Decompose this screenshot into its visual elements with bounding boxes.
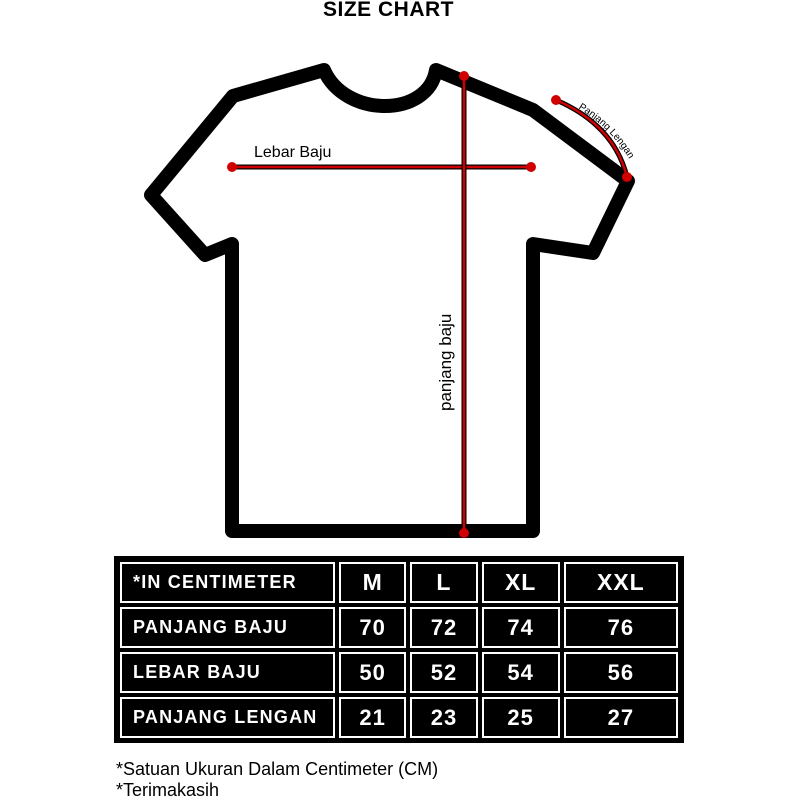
lebar-baju-label: Lebar Baju [254, 144, 332, 161]
tshirt-outline [151, 70, 628, 531]
panjang-baju-label: panjang baju [436, 313, 455, 411]
table-header-label: *IN CENTIMETER [120, 562, 335, 603]
table-cell: 70 [339, 607, 406, 648]
thanks-note: *Terimakasih [116, 780, 220, 800]
table-header-row [120, 562, 678, 603]
size-m-header: M [339, 562, 406, 603]
lebar-baju-right-point [526, 162, 536, 172]
table-cell: 25 [482, 697, 560, 738]
panjang-lengan-start-point [551, 95, 561, 105]
row-label: LEBAR BAJU [120, 652, 335, 693]
table-cell: 52 [410, 652, 477, 693]
panjang-baju-bottom-point [459, 528, 469, 538]
panjang-lengan-label: Panjang Lengan [576, 101, 637, 161]
table-cell: 50 [339, 652, 406, 693]
row-label: PANJANG LENGAN [120, 697, 335, 738]
table-row [120, 607, 678, 648]
panjang-baju-top-point [459, 71, 469, 81]
table-row [120, 652, 678, 693]
panjang-lengan-end-point [622, 172, 632, 182]
table-cell: 56 [564, 652, 678, 693]
size-table [114, 556, 684, 743]
size-xxl-header: XXL [564, 562, 678, 603]
unit-note: *Satuan Ukuran Dalam Centimeter (CM) [116, 759, 439, 779]
table-cell: 74 [482, 607, 560, 648]
size-xl-header: XL [482, 562, 560, 603]
size-l-header: L [410, 562, 477, 603]
table-cell: 21 [339, 697, 406, 738]
table-cell: 27 [564, 697, 678, 738]
table-row [120, 697, 678, 738]
lebar-baju-left-point [227, 162, 237, 172]
table-cell: 72 [410, 607, 477, 648]
row-label: PANJANG BAJU [120, 607, 335, 648]
table-cell: 76 [564, 607, 678, 648]
table-cell: 54 [482, 652, 560, 693]
table-cell: 23 [410, 697, 477, 738]
page-title: SIZE CHART [323, 0, 454, 21]
